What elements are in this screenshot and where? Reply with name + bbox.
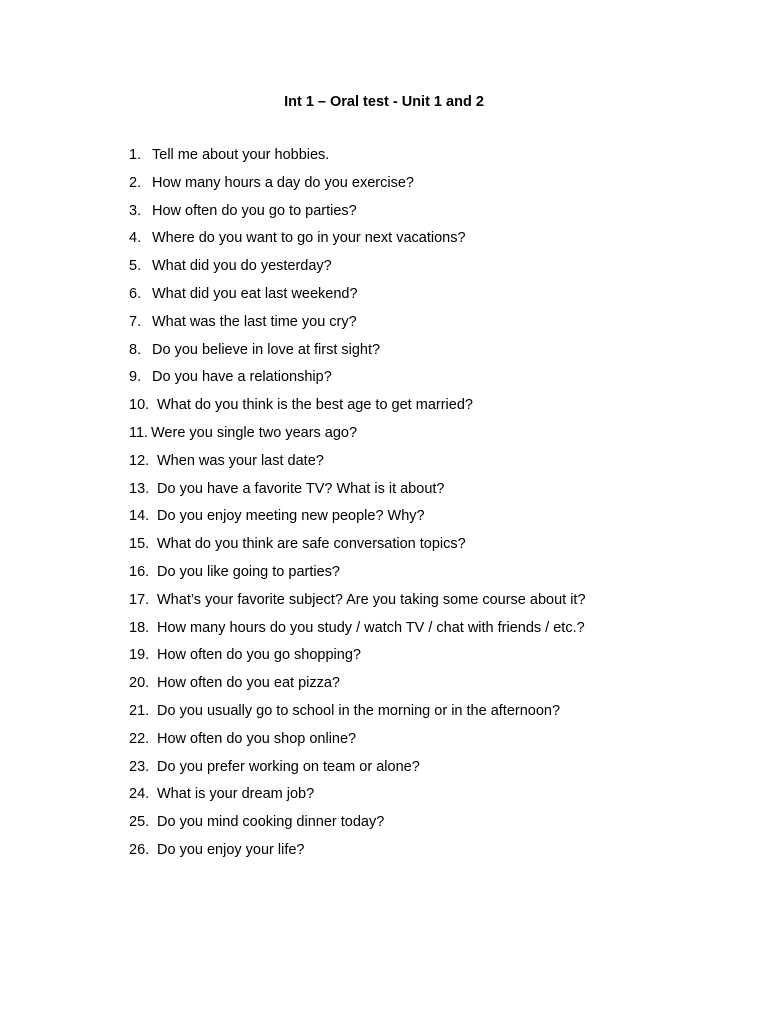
question-text: What was the last time you cry? [152, 313, 357, 330]
question-item-12 [129, 451, 749, 479]
question-text: Do you usually go to school in the morning or in the afternoon? [157, 702, 561, 719]
question-text: What’s your favorite subject? Are you taking some course about it? [157, 591, 586, 608]
question-text: Do you enjoy meeting new people? Why? [157, 508, 425, 525]
question-number: 19. [129, 647, 150, 664]
question-text: What did you do yesterday? [152, 258, 332, 275]
question-text: Tell me about your hobbies. [152, 147, 330, 163]
question-number: 3. [129, 202, 142, 219]
question-text: What did you eat last weekend? [152, 285, 358, 302]
question-item-18 [129, 618, 749, 646]
question-text: How often do you eat pizza? [157, 675, 340, 692]
question-number: 24. [129, 786, 150, 803]
question-item-25 [129, 812, 749, 840]
question-text: What is your dream job? [157, 786, 315, 803]
question-item-19 [129, 645, 749, 673]
question-item-17 [129, 590, 749, 618]
document-title: Int 1 – Oral test - Unit 1 and 2 [284, 94, 484, 110]
question-text: What do you think is the best age to get married? [157, 397, 473, 414]
question-item-26 [129, 840, 749, 868]
question-text: How often do you go shopping? [157, 647, 361, 664]
question-number: 14. [129, 508, 150, 525]
question-number: 2. [129, 174, 142, 191]
question-item-2 [129, 173, 749, 201]
question-number: 12. [129, 452, 150, 469]
question-text: Do you have a favorite TV? What is it about? [157, 480, 445, 497]
question-number: 10. [129, 397, 150, 414]
question-item-3 [129, 201, 749, 229]
question-number: 6. [129, 285, 142, 302]
question-text: How many hours do you study / watch TV / chat with friends / etc.? [157, 619, 585, 636]
question-item-24 [129, 784, 749, 812]
question-number: 25. [129, 814, 150, 831]
question-number: 15. [129, 536, 150, 553]
question-text: Do you mind cooking dinner today? [157, 814, 385, 831]
question-text: How many hours a day do you exercise? [152, 174, 414, 191]
question-item-16 [129, 562, 749, 590]
question-item-20 [129, 673, 749, 701]
question-item-4 [129, 228, 749, 256]
question-number: 16. [129, 563, 150, 580]
question-text: Were you single two years ago? [151, 424, 358, 441]
question-text: When was your last date? [157, 452, 324, 469]
question-number: 23. [129, 758, 150, 775]
question-text: What do you think are safe conversation topics? [157, 536, 466, 553]
question-text: Do you believe in love at first sight? [152, 341, 381, 358]
question-text: How often do you shop online? [157, 730, 357, 747]
question-number: 5. [129, 258, 142, 275]
question-item-14 [129, 506, 749, 534]
question-text: How often do you go to parties? [152, 202, 357, 219]
question-number: 21. [129, 702, 150, 719]
question-item-10 [129, 395, 749, 423]
question-item-7 [129, 312, 749, 340]
question-item-1 [129, 145, 749, 173]
question-item-23 [129, 757, 749, 785]
question-item-15 [129, 534, 749, 562]
question-number: 20. [129, 675, 150, 692]
question-item-8 [129, 340, 749, 368]
question-text: Do you like going to parties? [157, 563, 340, 580]
question-item-22 [129, 729, 749, 757]
question-number: 11. [129, 424, 149, 441]
question-item-5 [129, 256, 749, 284]
question-number: 7. [129, 313, 142, 330]
question-text: Do you prefer working on team or alone? [157, 758, 420, 775]
question-number: 13. [129, 480, 150, 497]
question-number: 1. [129, 147, 142, 163]
question-number: 8. [129, 341, 142, 358]
question-number: 18. [129, 619, 150, 636]
question-list [129, 145, 749, 868]
question-number: 9. [129, 369, 142, 386]
question-number: 4. [129, 230, 142, 247]
question-number: 17. [129, 591, 150, 608]
question-item-21 [129, 701, 749, 729]
question-text: Where do you want to go in your next vacations? [152, 230, 466, 247]
question-item-6 [129, 284, 749, 312]
question-text: Do you have a relationship? [152, 369, 332, 386]
question-item-11 [129, 423, 749, 451]
question-text: Do you enjoy your life? [157, 841, 305, 858]
question-number: 22. [129, 730, 150, 747]
question-item-9 [129, 367, 749, 395]
question-item-13 [129, 479, 749, 507]
question-number: 26. [129, 841, 150, 858]
